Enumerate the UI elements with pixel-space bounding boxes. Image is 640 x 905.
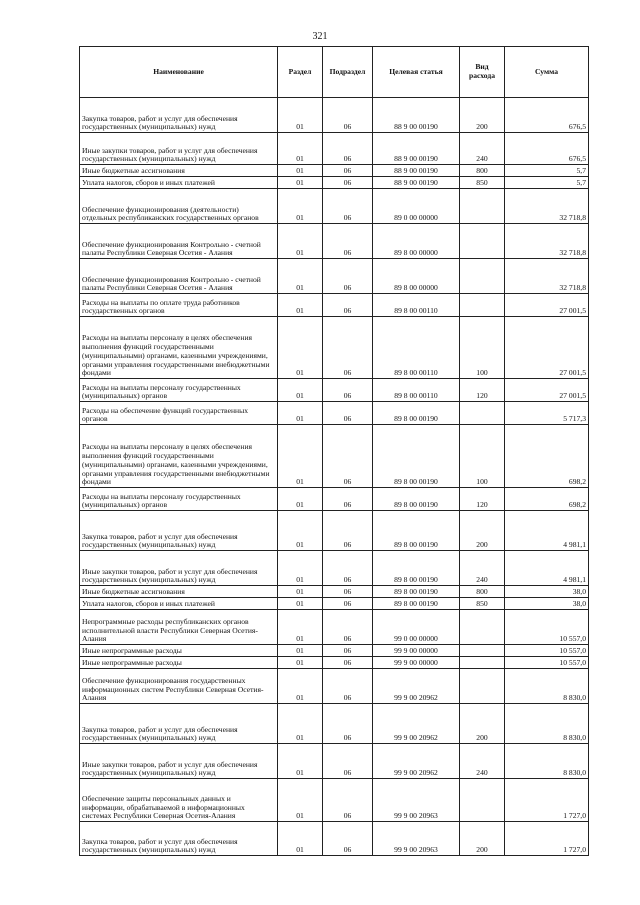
cell-subsection: 06 <box>323 98 373 133</box>
cell-section: 01 <box>278 511 323 551</box>
cell-type: 100 <box>460 425 505 488</box>
header-subsection: Подраздел <box>323 47 373 98</box>
cell-subsection: 06 <box>323 822 373 856</box>
cell-amount: 1 727,0 <box>505 822 589 856</box>
cell-name: Обеспечение функционирования Контрольно - счетной палаты Республики Северная Осетия - Алания <box>80 259 278 294</box>
cell-type <box>460 189 505 224</box>
cell-subsection: 06 <box>323 779 373 822</box>
cell-subsection: 06 <box>323 425 373 488</box>
cell-name: Непрограммные расходы республиканских органов исполнительной власти Республики Северная Осетия-Алания <box>80 610 278 645</box>
cell-type: 240 <box>460 133 505 165</box>
cell-subsection: 06 <box>323 259 373 294</box>
table-row <box>80 379 589 402</box>
cell-type <box>460 669 505 704</box>
cell-name: Иные непрограммные расходы <box>80 657 278 669</box>
cell-name: Закупка товаров, работ и услуг для обеспечения государственных (муниципальных) нужд <box>80 98 278 133</box>
table-row <box>80 133 589 165</box>
cell-subsection: 06 <box>323 317 373 379</box>
table-row <box>80 744 589 779</box>
cell-type <box>460 657 505 669</box>
cell-subsection: 06 <box>323 704 373 744</box>
cell-target: 88 9 00 00190 <box>373 177 460 189</box>
cell-target: 89 8 00 00190 <box>373 586 460 598</box>
cell-amount: 676,5 <box>505 133 589 165</box>
cell-amount: 5,7 <box>505 165 589 177</box>
cell-amount: 27 001,5 <box>505 379 589 402</box>
cell-section: 01 <box>278 657 323 669</box>
table-row <box>80 551 589 586</box>
cell-name: Расходы на выплаты персоналу государственных (муниципальных) органов <box>80 488 278 511</box>
cell-name: Расходы на выплаты по оплате труда работников государственных органов <box>80 294 278 317</box>
cell-name: Закупка товаров, работ и услуг для обеспечения государственных (муниципальных) нужд <box>80 704 278 744</box>
cell-amount: 27 001,5 <box>505 317 589 379</box>
cell-section: 01 <box>278 744 323 779</box>
cell-target: 99 9 00 20962 <box>373 744 460 779</box>
cell-type <box>460 224 505 259</box>
cell-section: 01 <box>278 704 323 744</box>
cell-type <box>460 402 505 425</box>
cell-target: 89 8 00 00110 <box>373 294 460 317</box>
cell-amount: 8 830,0 <box>505 704 589 744</box>
cell-name: Обеспечение функционирования государственных информационных систем Республики Северная Осетия-Алания <box>80 669 278 704</box>
cell-target: 89 8 00 00110 <box>373 379 460 402</box>
table-row <box>80 822 589 856</box>
cell-type: 200 <box>460 704 505 744</box>
table-row <box>80 177 589 189</box>
cell-section: 01 <box>278 133 323 165</box>
cell-target: 89 8 00 00000 <box>373 259 460 294</box>
cell-target: 89 0 00 00000 <box>373 189 460 224</box>
cell-target: 88 9 00 00190 <box>373 165 460 177</box>
cell-amount: 8 830,0 <box>505 669 589 704</box>
cell-target: 88 9 00 00190 <box>373 98 460 133</box>
cell-section: 01 <box>278 189 323 224</box>
budget-table <box>79 46 589 856</box>
cell-type: 850 <box>460 598 505 610</box>
cell-target: 99 9 00 00000 <box>373 645 460 657</box>
cell-type: 240 <box>460 744 505 779</box>
cell-subsection: 06 <box>323 744 373 779</box>
cell-target: 89 8 00 00190 <box>373 402 460 425</box>
cell-type: 120 <box>460 379 505 402</box>
table-row <box>80 586 589 598</box>
cell-section: 01 <box>278 317 323 379</box>
cell-amount: 8 830,0 <box>505 744 589 779</box>
header-target: Целевая статья <box>373 47 460 98</box>
table-row <box>80 402 589 425</box>
cell-subsection: 06 <box>323 586 373 598</box>
cell-section: 01 <box>278 551 323 586</box>
cell-amount: 10 557,0 <box>505 610 589 645</box>
cell-type <box>460 259 505 294</box>
table-row <box>80 488 589 511</box>
cell-target: 99 9 00 20962 <box>373 669 460 704</box>
cell-amount: 4 981,1 <box>505 551 589 586</box>
cell-name: Расходы на выплаты персоналу в целях обеспечения выполнения функций государственными (муниципальными) органами, казенными учреждениями, органами управления государственными внебюджетными фондами <box>80 425 278 488</box>
table-row <box>80 317 589 379</box>
cell-name: Закупка товаров, работ и услуг для обеспечения государственных (муниципальных) нужд <box>80 822 278 856</box>
table-row <box>80 98 589 133</box>
cell-subsection: 06 <box>323 657 373 669</box>
cell-amount: 27 001,5 <box>505 294 589 317</box>
table-row <box>80 598 589 610</box>
cell-section: 01 <box>278 259 323 294</box>
cell-type: 120 <box>460 488 505 511</box>
cell-amount: 5,7 <box>505 177 589 189</box>
cell-type <box>460 294 505 317</box>
cell-section: 01 <box>278 224 323 259</box>
cell-subsection: 06 <box>323 177 373 189</box>
cell-amount: 10 557,0 <box>505 657 589 669</box>
cell-type: 850 <box>460 177 505 189</box>
cell-amount: 698,2 <box>505 488 589 511</box>
cell-name: Закупка товаров, работ и услуг для обеспечения государственных (муниципальных) нужд <box>80 511 278 551</box>
table-row <box>80 165 589 177</box>
cell-name: Иные бюджетные ассигнования <box>80 586 278 598</box>
cell-section: 01 <box>278 98 323 133</box>
cell-section: 01 <box>278 598 323 610</box>
cell-name: Уплата налогов, сборов и иных платежей <box>80 598 278 610</box>
cell-subsection: 06 <box>323 488 373 511</box>
cell-type: 100 <box>460 317 505 379</box>
table-row <box>80 224 589 259</box>
cell-amount: 1 727,0 <box>505 779 589 822</box>
cell-section: 01 <box>278 177 323 189</box>
cell-name: Расходы на обеспечение функций государственных органов <box>80 402 278 425</box>
cell-name: Обеспечение защиты персональных данных и информации, обрабатываемой в информационных системах Республики Северная Осетия-Алания <box>80 779 278 822</box>
cell-section: 01 <box>278 822 323 856</box>
cell-target: 89 8 00 00190 <box>373 488 460 511</box>
cell-subsection: 06 <box>323 402 373 425</box>
table-row <box>80 294 589 317</box>
cell-subsection: 06 <box>323 598 373 610</box>
cell-subsection: 06 <box>323 165 373 177</box>
header-section: Раздел <box>278 47 323 98</box>
cell-section: 01 <box>278 586 323 598</box>
cell-name: Иные закупки товаров, работ и услуг для обеспечения государственных (муниципальных) нужд <box>80 744 278 779</box>
cell-type <box>460 779 505 822</box>
cell-subsection: 06 <box>323 669 373 704</box>
cell-type: 800 <box>460 586 505 598</box>
cell-section: 01 <box>278 402 323 425</box>
cell-amount: 5 717,3 <box>505 402 589 425</box>
cell-section: 01 <box>278 488 323 511</box>
cell-type: 200 <box>460 822 505 856</box>
header-name: Наименование <box>80 47 278 98</box>
cell-name: Обеспечение функционирования (деятельности) отдельных республиканских государственных органов <box>80 189 278 224</box>
header-expense-type: Вид расхода <box>460 47 505 98</box>
page-number: 321 <box>312 31 328 42</box>
table-row <box>80 657 589 669</box>
cell-amount: 676,5 <box>505 98 589 133</box>
cell-subsection: 06 <box>323 224 373 259</box>
table-row <box>80 704 589 744</box>
cell-target: 99 0 00 00000 <box>373 610 460 645</box>
cell-amount: 32 718,8 <box>505 259 589 294</box>
table-row <box>80 779 589 822</box>
cell-section: 01 <box>278 425 323 488</box>
cell-subsection: 06 <box>323 379 373 402</box>
cell-subsection: 06 <box>323 511 373 551</box>
header-amount: Сумма <box>505 47 589 98</box>
cell-target: 99 9 00 20963 <box>373 822 460 856</box>
cell-amount: 38,0 <box>505 586 589 598</box>
cell-name: Иные закупки товаров, работ и услуг для обеспечения государственных (муниципальных) нужд <box>80 551 278 586</box>
cell-amount: 32 718,8 <box>505 189 589 224</box>
cell-section: 01 <box>278 645 323 657</box>
cell-type: 240 <box>460 551 505 586</box>
cell-type: 200 <box>460 511 505 551</box>
cell-target: 89 8 00 00190 <box>373 598 460 610</box>
cell-name: Расходы на выплаты персоналу в целях обеспечения выполнения функций государственными (муниципальными) органами, казенными учреждениями, органами управления государственными внебюджетными фондами <box>80 317 278 379</box>
cell-target: 99 9 00 20962 <box>373 704 460 744</box>
cell-target: 89 8 00 00190 <box>373 511 460 551</box>
cell-section: 01 <box>278 379 323 402</box>
cell-name: Уплата налогов, сборов и иных платежей <box>80 177 278 189</box>
cell-subsection: 06 <box>323 294 373 317</box>
table-row <box>80 669 589 704</box>
cell-name: Обеспечение функционирования Контрольно - счетной палаты Республики Северная Осетия - Алания <box>80 224 278 259</box>
table-row <box>80 511 589 551</box>
cell-amount: 698,2 <box>505 425 589 488</box>
cell-target: 89 8 00 00000 <box>373 224 460 259</box>
table-row <box>80 645 589 657</box>
cell-target: 99 9 00 00000 <box>373 657 460 669</box>
cell-type <box>460 645 505 657</box>
cell-name: Иные бюджетные ассигнования <box>80 165 278 177</box>
cell-section: 01 <box>278 294 323 317</box>
cell-amount: 32 718,8 <box>505 224 589 259</box>
cell-section: 01 <box>278 165 323 177</box>
cell-type: 200 <box>460 98 505 133</box>
cell-subsection: 06 <box>323 189 373 224</box>
cell-target: 88 9 00 00190 <box>373 133 460 165</box>
cell-type: 800 <box>460 165 505 177</box>
cell-section: 01 <box>278 610 323 645</box>
cell-target: 89 8 00 00190 <box>373 425 460 488</box>
cell-name: Расходы на выплаты персоналу государственных (муниципальных) органов <box>80 379 278 402</box>
table-row <box>80 259 589 294</box>
cell-amount: 10 557,0 <box>505 645 589 657</box>
table-header-row <box>80 47 589 98</box>
cell-type <box>460 610 505 645</box>
cell-section: 01 <box>278 669 323 704</box>
table-row <box>80 189 589 224</box>
cell-subsection: 06 <box>323 551 373 586</box>
cell-subsection: 06 <box>323 133 373 165</box>
cell-target: 99 9 00 20963 <box>373 779 460 822</box>
cell-amount: 4 981,1 <box>505 511 589 551</box>
cell-name: Иные закупки товаров, работ и услуг для обеспечения государственных (муниципальных) нужд <box>80 133 278 165</box>
cell-name: Иные непрограммные расходы <box>80 645 278 657</box>
cell-target: 89 8 00 00190 <box>373 551 460 586</box>
table-row <box>80 610 589 645</box>
cell-amount: 38,0 <box>505 598 589 610</box>
cell-subsection: 06 <box>323 645 373 657</box>
cell-section: 01 <box>278 779 323 822</box>
cell-target: 89 8 00 00110 <box>373 317 460 379</box>
cell-subsection: 06 <box>323 610 373 645</box>
table-row <box>80 425 589 488</box>
